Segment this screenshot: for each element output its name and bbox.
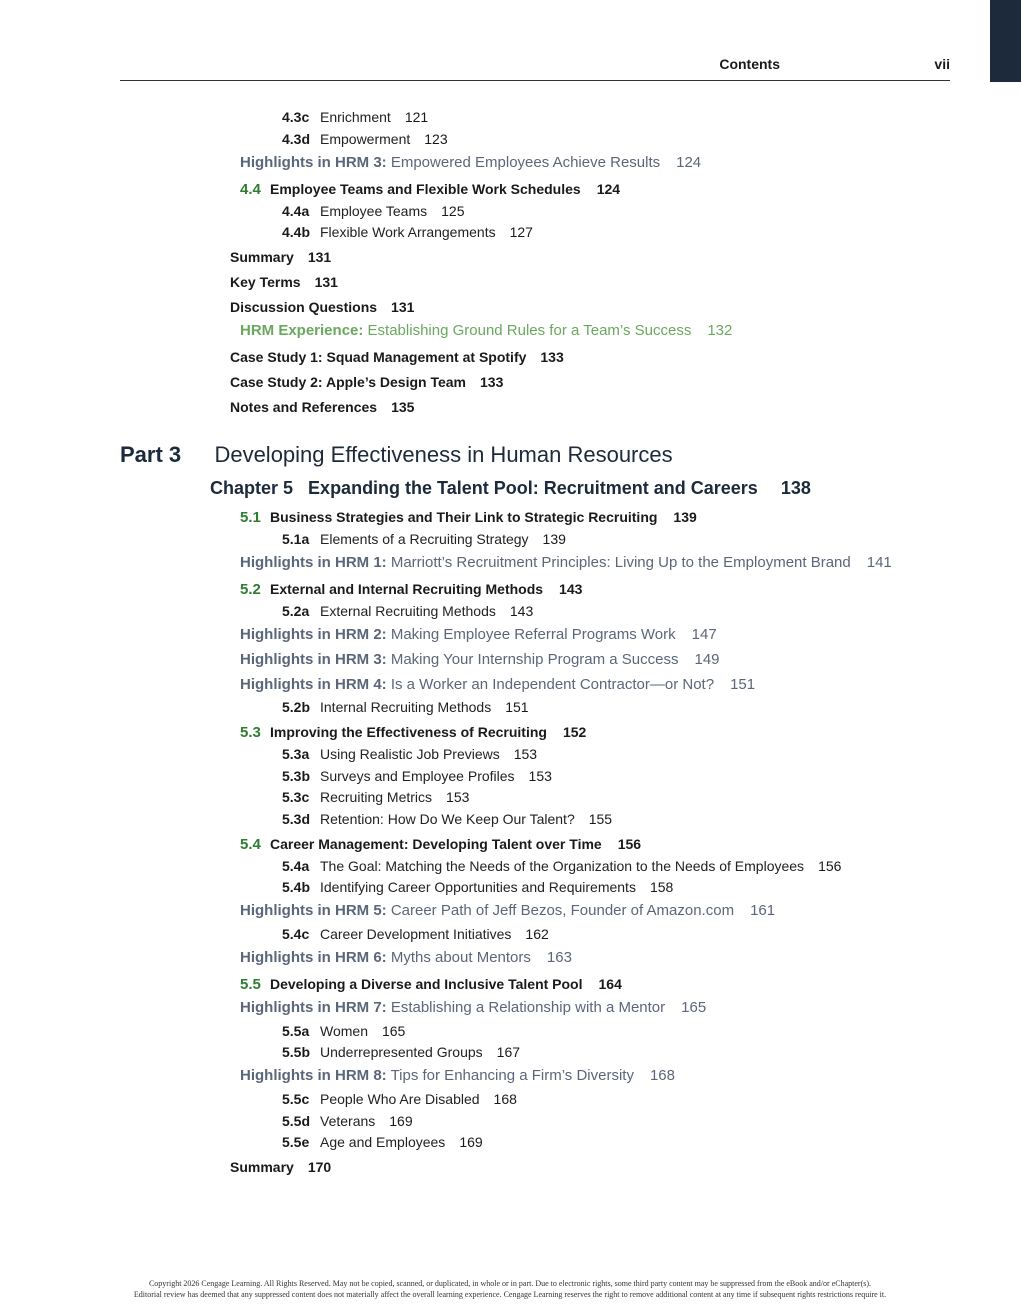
entry-label: HRM Experience: bbox=[240, 322, 364, 339]
entry-title: Retention: How Do We Keep Our Talent? bbox=[320, 811, 575, 827]
entry-page: 156 bbox=[818, 858, 842, 874]
toc-subsection-entry[interactable] bbox=[282, 223, 533, 241]
toc-subsection-entry[interactable] bbox=[282, 130, 448, 148]
entry-title: Myths about Mentors bbox=[390, 949, 531, 966]
toc-endmatter-entry[interactable] bbox=[230, 1158, 331, 1176]
part-heading bbox=[120, 442, 673, 468]
entry-title: Empowerment bbox=[320, 131, 411, 147]
toc-subsection-entry[interactable] bbox=[282, 1043, 520, 1061]
entry-title: Employee Teams and Flexible Work Schedules bbox=[270, 181, 581, 197]
entry-page: 147 bbox=[691, 626, 717, 643]
entry-label: Highlights in HRM 5: bbox=[240, 902, 387, 919]
toc-section-entry[interactable] bbox=[240, 580, 582, 599]
entry-page: 152 bbox=[562, 724, 587, 740]
toc-subsection-entry[interactable] bbox=[282, 698, 529, 716]
entry-title: Career Path of Jeff Bezos, Founder of Amazon.com bbox=[390, 902, 735, 919]
entry-page: 153 bbox=[513, 746, 538, 762]
entry-title: External Recruiting Methods bbox=[320, 603, 496, 619]
entry-page: 162 bbox=[525, 926, 549, 942]
toc-section-entry[interactable] bbox=[240, 835, 641, 854]
entry-page: 133 bbox=[480, 374, 504, 390]
entry-label: Highlights in HRM 7: bbox=[240, 999, 387, 1016]
entry-title: Identifying Career Opportunities and Requirements bbox=[320, 879, 636, 895]
entry-title: External and Internal Recruiting Methods bbox=[270, 581, 544, 597]
toc-section-entry[interactable] bbox=[240, 723, 586, 742]
toc-endmatter-entry[interactable] bbox=[230, 348, 564, 366]
entry-title: The Goal: Matching the Needs of the Organization to the Needs of Employees bbox=[320, 858, 805, 874]
toc-section-entry[interactable] bbox=[240, 975, 622, 994]
entry-number: 5.3c bbox=[282, 789, 310, 805]
entry-title: Making Employee Referral Programs Work bbox=[390, 626, 676, 643]
entry-page: 124 bbox=[596, 181, 621, 197]
entry-title: Career Management: Developing Talent over Time bbox=[270, 836, 602, 852]
entry-page: 127 bbox=[509, 224, 533, 240]
part-title: Developing Effectiveness in Human Resources bbox=[214, 442, 673, 467]
entry-title: Empowered Employees Achieve Results bbox=[390, 154, 661, 171]
entry-page: 170 bbox=[307, 1159, 332, 1175]
entry-title: Underrepresented Groups bbox=[320, 1044, 483, 1060]
entry-title: Developing a Diverse and Inclusive Talent Pool bbox=[270, 976, 583, 992]
entry-number: 5.4a bbox=[282, 858, 310, 874]
entry-title: Establishing a Relationship with a Mentor bbox=[390, 999, 666, 1016]
entry-title: Making Your Internship Program a Success bbox=[390, 651, 679, 668]
entry-label: Highlights in HRM 8: bbox=[240, 1067, 387, 1084]
toc-highlight-entry[interactable] bbox=[240, 554, 892, 572]
entry-title: Case Study 2: Apple’s Design Team bbox=[230, 374, 466, 390]
entry-title: Elements of a Recruiting Strategy bbox=[320, 531, 529, 547]
entry-title: Notes and References bbox=[230, 399, 378, 415]
entry-title: Using Realistic Job Previews bbox=[320, 746, 500, 762]
entry-number: 5.4c bbox=[282, 926, 310, 942]
entry-page: 153 bbox=[446, 789, 470, 805]
toc-subsection-entry[interactable] bbox=[282, 767, 552, 785]
entry-number: 5.5d bbox=[282, 1113, 311, 1129]
entry-title: Case Study 1: Squad Management at Spotify bbox=[230, 349, 527, 365]
chapter-heading[interactable] bbox=[210, 478, 811, 499]
running-header-page-number: vii bbox=[934, 56, 950, 72]
toc-subsection-entry[interactable] bbox=[282, 108, 428, 126]
entry-number: 4.4a bbox=[282, 203, 310, 219]
toc-highlight-entry[interactable] bbox=[240, 1067, 675, 1085]
toc-subsection-entry[interactable] bbox=[282, 857, 841, 875]
entry-page: 123 bbox=[424, 131, 448, 147]
entry-number: 5.3 bbox=[240, 724, 261, 741]
entry-title: Age and Employees bbox=[320, 1134, 446, 1150]
toc-endmatter-entry[interactable] bbox=[230, 398, 414, 416]
entry-page: 124 bbox=[676, 154, 702, 171]
toc-highlight-entry[interactable] bbox=[240, 949, 572, 967]
entry-page: 132 bbox=[707, 322, 733, 339]
entry-number: 5.4 bbox=[240, 836, 261, 853]
toc-subsection-entry[interactable] bbox=[282, 1133, 483, 1151]
entry-title: Summary bbox=[230, 249, 294, 265]
entry-title: Enrichment bbox=[320, 109, 391, 125]
copyright-line-2: Editorial review has deemed that any suppressed content does not materially affect the overall learning experience. Cengage Learning reserves the right to remove additional content at any time if subsequent rights restrictions require it. bbox=[133, 1290, 887, 1299]
entry-page: 165 bbox=[381, 1023, 406, 1039]
entry-title: Business Strategies and Their Link to Strategic Recruiting bbox=[270, 509, 658, 525]
entry-number: 5.2 bbox=[240, 581, 261, 598]
toc-endmatter-entry[interactable] bbox=[230, 273, 338, 291]
entry-page: 163 bbox=[546, 949, 572, 966]
entry-number: 4.3c bbox=[282, 109, 310, 125]
entry-page: 133 bbox=[540, 349, 564, 365]
entry-title: Summary bbox=[230, 1159, 294, 1175]
entry-title: Is a Worker an Independent Contractor—or Not? bbox=[390, 676, 715, 693]
chapter-label: Chapter 5 bbox=[210, 478, 294, 498]
entry-page: 141 bbox=[866, 554, 892, 571]
entry-page: 139 bbox=[542, 531, 566, 547]
toc-subsection-entry[interactable] bbox=[282, 1112, 413, 1130]
running-header bbox=[120, 56, 950, 81]
toc-subsection-entry[interactable] bbox=[282, 788, 469, 806]
toc-highlight-entry[interactable] bbox=[240, 154, 701, 172]
entry-title: Employee Teams bbox=[320, 203, 428, 219]
entry-page: 143 bbox=[509, 603, 534, 619]
toc-section-entry[interactable] bbox=[240, 180, 620, 199]
entry-number: 4.4b bbox=[282, 224, 311, 240]
entry-number: 5.3b bbox=[282, 768, 311, 784]
entry-page: 139 bbox=[673, 509, 697, 525]
entry-number: 5.5c bbox=[282, 1091, 310, 1107]
entry-page: 143 bbox=[559, 581, 583, 597]
entry-number: 5.1a bbox=[282, 531, 310, 547]
toc-subsection-entry[interactable] bbox=[282, 1022, 405, 1040]
entry-title: Women bbox=[320, 1023, 368, 1039]
entry-page: 158 bbox=[649, 879, 674, 895]
entry-title: Career Development Initiatives bbox=[320, 926, 512, 942]
part-label: Part 3 bbox=[120, 442, 182, 467]
chapter-tab-marker bbox=[990, 0, 1021, 82]
entry-page: 121 bbox=[404, 109, 429, 125]
toc-endmatter-entry[interactable] bbox=[230, 248, 331, 266]
toc-subsection-entry[interactable] bbox=[282, 1090, 517, 1108]
toc-highlight-entry[interactable] bbox=[240, 651, 720, 669]
entry-title: Flexible Work Arrangements bbox=[320, 224, 496, 240]
toc-subsection-entry[interactable] bbox=[282, 878, 673, 896]
entry-number: 4.3d bbox=[282, 131, 311, 147]
entry-title: People Who Are Disabled bbox=[320, 1091, 480, 1107]
entry-number: 5.3d bbox=[282, 811, 311, 827]
toc-subsection-entry[interactable] bbox=[282, 925, 549, 943]
entry-title: Surveys and Employee Profiles bbox=[320, 768, 515, 784]
entry-number: 5.5e bbox=[282, 1134, 310, 1150]
toc-subsection-entry[interactable] bbox=[282, 202, 465, 220]
entry-title: Internal Recruiting Methods bbox=[320, 699, 492, 715]
toc-subsection-entry[interactable] bbox=[282, 810, 612, 828]
entry-label: Highlights in HRM 3: bbox=[240, 651, 387, 668]
toc-highlight-entry[interactable] bbox=[240, 902, 775, 920]
copyright-footer bbox=[100, 1278, 920, 1300]
entry-page: 168 bbox=[493, 1091, 517, 1107]
running-header-title: Contents bbox=[719, 56, 780, 72]
entry-label: Highlights in HRM 3: bbox=[240, 154, 387, 171]
entry-number: 5.3a bbox=[282, 746, 310, 762]
entry-page: 169 bbox=[459, 1134, 483, 1150]
entry-title: Improving the Effectiveness of Recruiting bbox=[270, 724, 547, 740]
copyright-line-1: Copyright 2026 Cengage Learning. All Rights Reserved. May not be copied, scanned, or duplicated, in whole or in part. Due to electronic rights, some third party content may be suppressed from the eBook and/or eChapter(s). bbox=[148, 1279, 872, 1288]
toc-experience-entry[interactable] bbox=[240, 322, 732, 340]
entry-page: 131 bbox=[314, 274, 338, 290]
entry-page: 153 bbox=[528, 768, 552, 784]
entry-page: 149 bbox=[694, 651, 720, 668]
entry-number: 5.5 bbox=[240, 976, 261, 993]
toc-subsection-entry[interactable] bbox=[282, 530, 566, 548]
entry-page: 156 bbox=[617, 836, 642, 852]
entry-page: 155 bbox=[588, 811, 613, 827]
entry-title: Establishing Ground Rules for a Team’s Success bbox=[367, 322, 692, 339]
entry-label: Highlights in HRM 6: bbox=[240, 949, 387, 966]
entry-page: 164 bbox=[598, 976, 622, 992]
toc-subsection-entry[interactable] bbox=[282, 745, 537, 763]
entry-page: 168 bbox=[649, 1067, 675, 1084]
entry-label: Highlights in HRM 4: bbox=[240, 676, 387, 693]
entry-title: Marriott’s Recruitment Principles: Living Up to the Employment Brand bbox=[390, 554, 851, 571]
entry-page: 125 bbox=[441, 203, 465, 219]
entry-page: 165 bbox=[681, 999, 707, 1016]
entry-title: Tips for Enhancing a Firm’s Diversity bbox=[390, 1067, 634, 1084]
entry-number: 5.5a bbox=[282, 1023, 310, 1039]
toc-highlight-entry[interactable] bbox=[240, 999, 706, 1017]
entry-number: 5.4b bbox=[282, 879, 311, 895]
chapter-page: 138 bbox=[780, 478, 811, 498]
entry-number: 5.1 bbox=[240, 509, 261, 526]
entry-title: Recruiting Metrics bbox=[320, 789, 433, 805]
entry-label: Highlights in HRM 2: bbox=[240, 626, 387, 643]
entry-title: Discussion Questions bbox=[230, 299, 378, 315]
entry-number: 4.4 bbox=[240, 181, 261, 198]
entry-page: 135 bbox=[391, 399, 415, 415]
toc-subsection-entry[interactable] bbox=[282, 602, 533, 620]
entry-page: 169 bbox=[389, 1113, 413, 1129]
entry-page: 161 bbox=[750, 902, 776, 919]
toc-highlight-entry[interactable] bbox=[240, 626, 717, 644]
entry-label: Highlights in HRM 1: bbox=[240, 554, 387, 571]
toc-endmatter-entry[interactable] bbox=[230, 298, 414, 316]
toc-endmatter-entry[interactable] bbox=[230, 373, 503, 391]
entry-page: 131 bbox=[307, 249, 332, 265]
toc-section-entry[interactable] bbox=[240, 508, 697, 527]
entry-title: Key Terms bbox=[230, 274, 301, 290]
entry-number: 5.2b bbox=[282, 699, 311, 715]
entry-page: 131 bbox=[391, 299, 415, 315]
chapter-title: Expanding the Talent Pool: Recruitment and Careers bbox=[308, 478, 758, 498]
entry-page: 167 bbox=[496, 1044, 521, 1060]
entry-number: 5.5b bbox=[282, 1044, 311, 1060]
entry-page: 151 bbox=[505, 699, 529, 715]
entry-title: Veterans bbox=[320, 1113, 376, 1129]
entry-page: 151 bbox=[730, 676, 756, 693]
toc-highlight-entry[interactable] bbox=[240, 676, 755, 694]
entry-number: 5.2a bbox=[282, 603, 310, 619]
